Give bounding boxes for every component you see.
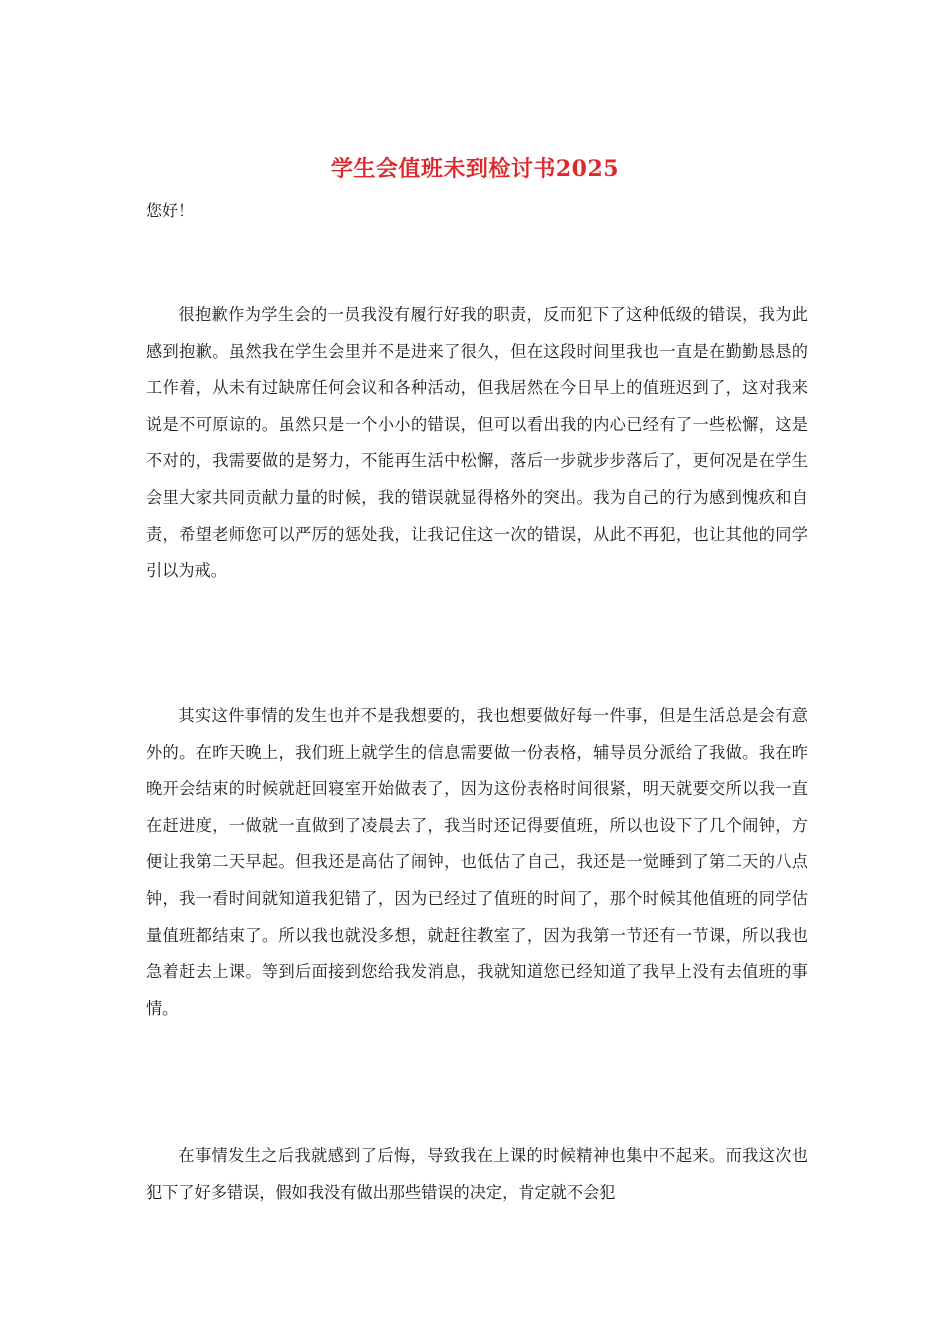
paragraph-2: 其实这件事情的发生也并不是我想要的，我也想要做好每一件事，但是生活总是会有意外的。在昨天晚上，我们班上就学生的信息需要做一份表格，辅导员分派给了我做。我在昨晚开会结束的时候就赶回寝室开始做表了，因为这份表格时间很紧，明天就要交所以我一直在赶进度，一做就一直做到了凌晨去了，我当时还记得要值班，所以也设下了几个闹钟，方便让我第二天早起。但我还是高估了闹钟，也低估了自己，我还是一觉睡到了第二天的八点钟，我一看时间就知道我犯错了，因为已经过了值班的时间了，那个时候其他值班的同学估量值班都结束了。所以我也就没多想，就赶往教室了，因为我第一节还有一节课，所以我也急着赶去上课。等到后面接到您给我发消息，我就知道您已经知道了我早上没有去值班的事情。 bbox=[146, 706, 808, 1018]
paragraph-3: 在事情发生之后我就感到了后悔，导致我在上课的时候精神也集中不起来。而我这次也犯下了好多错误，假如我没有做出那些错误的决定，肯定就不会犯 bbox=[146, 1146, 808, 1202]
greeting: 您好！ bbox=[146, 201, 195, 220]
paragraph-1: 很抱歉作为学生会的一员我没有履行好我的职责，反而犯下了这种低级的错误，我为此感到抱歉。虽然我在学生会里并不是进来了很久，但在这段时间里我也一直是在勤勤恳恳的工作着，从未有过缺席任何会议和各种活动，但我居然在今日早上的值班迟到了，这对我来说是不可原谅的。虽然只是一个小小的错误，但可以看出我的内心已经有了一些松懈，这是不对的，我需要做的是努力，不能再生活中松懈，落后一步就步步落后了，更何况是在学生会里大家共同贡献力量的时候，我的错误就显得格外的突出。我为自己的行为感到愧疚和自责，希望老师您可以严厉的惩处我，让我记住这一次的错误，从此不再犯，也让其他的同学引以为戒。 bbox=[146, 305, 808, 581]
document-title: 学生会值班未到检讨书2025 bbox=[330, 156, 620, 182]
